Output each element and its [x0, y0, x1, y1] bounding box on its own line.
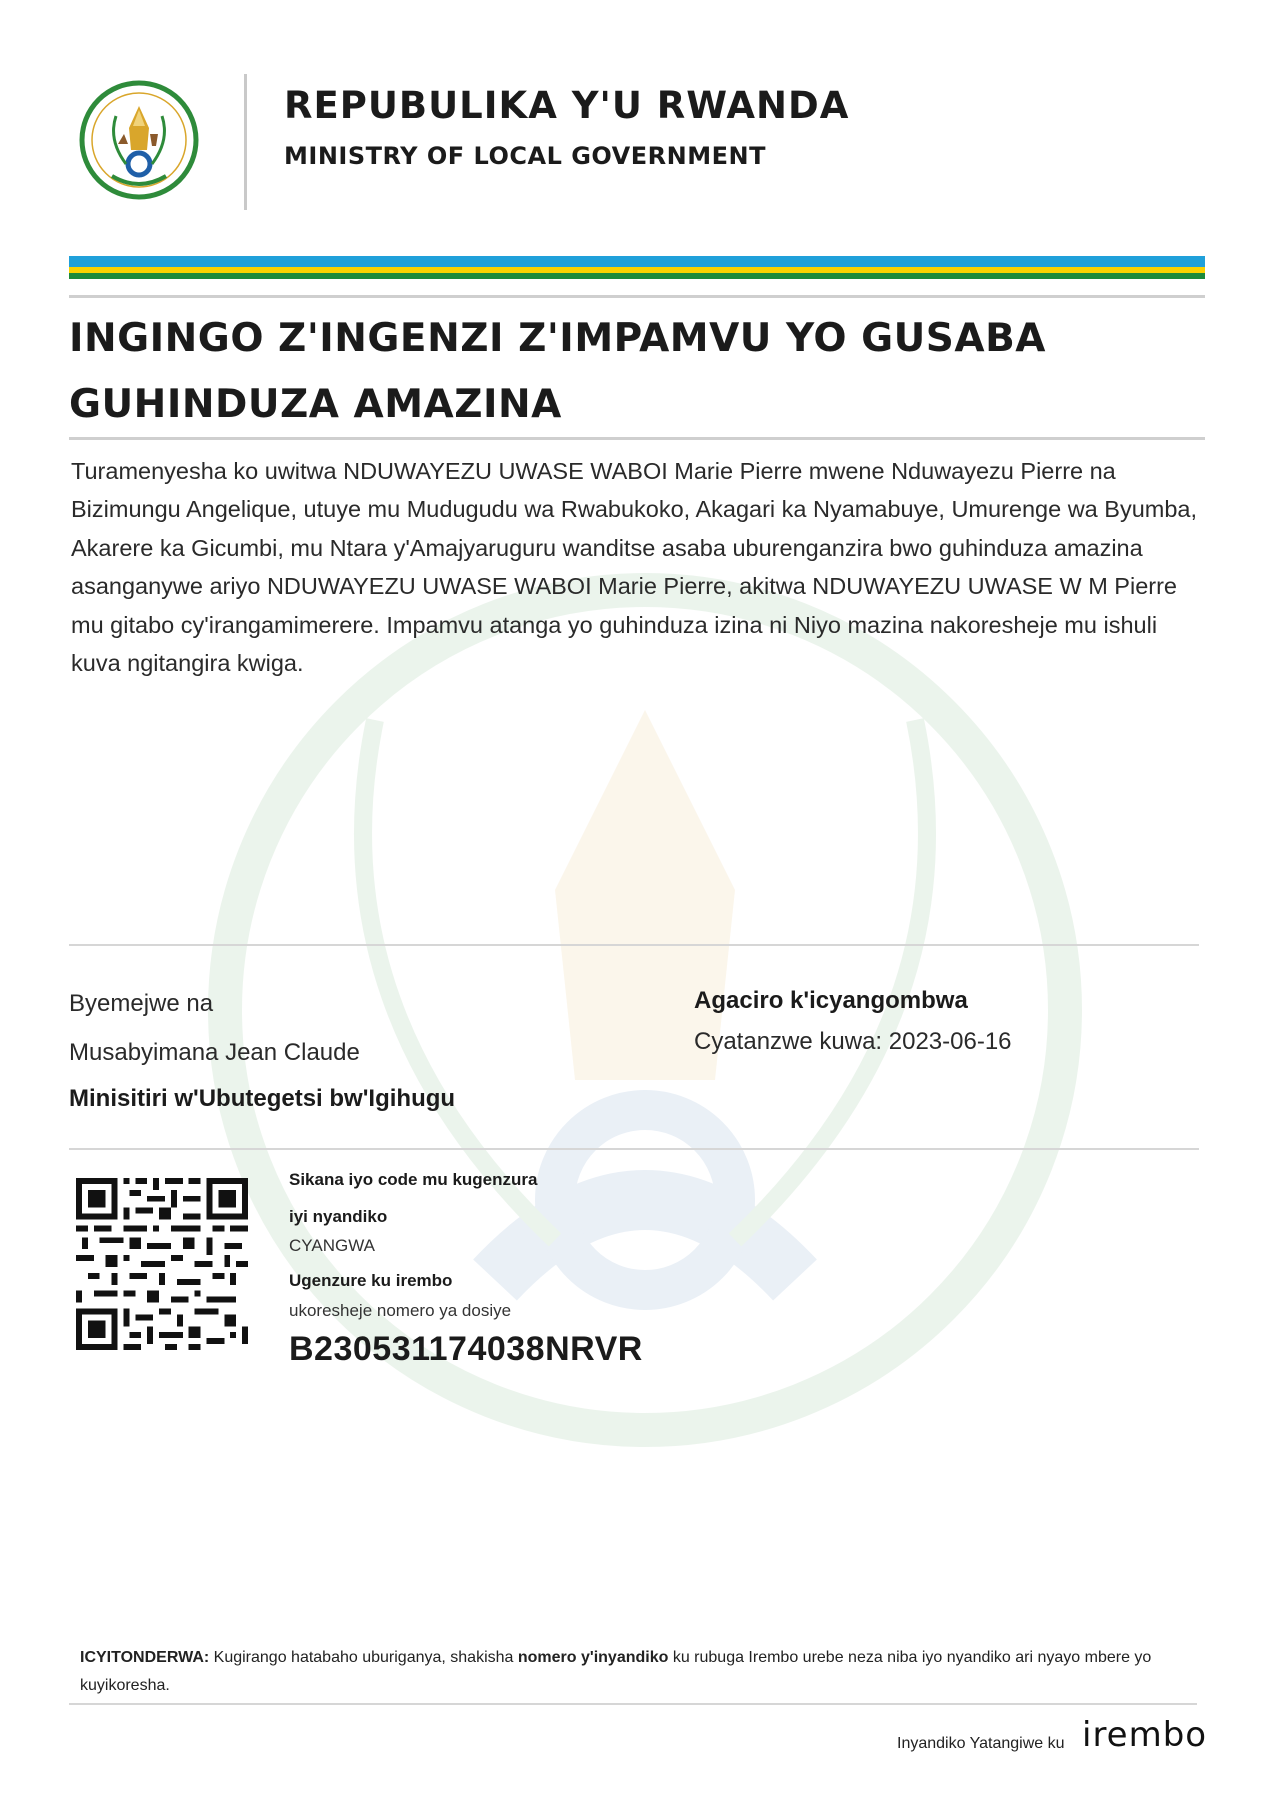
signer-name: Musabyimana Jean Claude [69, 1039, 360, 1066]
divider [69, 944, 1199, 946]
divider [69, 437, 1205, 440]
qr-code[interactable] [76, 1178, 248, 1350]
document-body: Turamenyesha ko uwitwa NDUWAYEZU UWASE WABOI Marie Pierre mwene Nduwayezu Pierre na Bizimungu Angelique, utuye mu Mudugudu wa Rwabukoko, Akagari ka Nyamabuye, Umurenge wa Byumba, Akarere ka Gicumbi, mu Ntara y'Amajyaruguru wanditse asaba uburenganzira bwo guhinduza amazina asanganywe ariyo NDUWAYEZU UWASE WABOI Marie Pierre, akitwa NDUWAYEZU UWASE W M Pierre mu gitabo cy'irangamimerere. Impamvu atanga yo guhinduza izina ni Niyo mazina nakoresheje mu ishuli kuva ngitangira kwiga. [71, 458, 1198, 677]
country-title: REPUBULIKA Y'U RWANDA [284, 84, 850, 127]
verify-irembo-label: Ugenzure ku irembo [289, 1271, 453, 1290]
dossier-number: B230531174038NRVR [289, 1330, 643, 1368]
flag-green-band [69, 273, 1205, 279]
note-text-before: Kugirango hatabaho uburiganya, shakisha [209, 1649, 518, 1666]
signed-by-label: Byemejwe na [69, 990, 214, 1017]
divider [69, 1148, 1199, 1150]
scan-instruction: Sikana iyo code mu kugenzura [289, 1170, 538, 1189]
validity-title: Agaciro k'icyangombwa [694, 987, 968, 1014]
note-bold-term: nomero y'inyandiko [517, 1649, 669, 1666]
document-title: INGINGO Z'INGENZI Z'IMPAMVU YO GUSABA GUHINDUZA AMAZINA [69, 316, 1046, 427]
ministry-name: MINISTRY OF LOCAL GOVERNMENT [284, 142, 766, 170]
rwanda-coat-of-arms-icon [78, 76, 200, 204]
issued-date: Cyatanzwe kuwa: 2023-06-16 [694, 1028, 1012, 1055]
header-divider [244, 74, 247, 210]
divider [69, 1703, 1197, 1705]
scan-instruction-cont: iyi nyandiko [289, 1207, 388, 1226]
note-text-after: ku rubuga Irembo urebe neza niba iyo nyandiko ari nyayo mbere yo kuyikoresha. [80, 1649, 1152, 1694]
flag-stripe [69, 256, 1205, 279]
or-label: CYANGWA [289, 1236, 375, 1255]
signer-title: Minisitiri w'Ubutegetsi bw'Igihugu [69, 1085, 456, 1112]
note-label: ICYITONDERWA: [80, 1649, 210, 1666]
irembo-logo[interactable]: irembo [1082, 1715, 1208, 1755]
dossier-label: ukoresheje nomero ya dosiye [289, 1301, 512, 1320]
issued-by-label: Inyandiko Yatangiwe ku [897, 1735, 1065, 1752]
divider [69, 295, 1205, 298]
warning-note [80, 1644, 1200, 1700]
flag-blue-band [69, 256, 1205, 267]
